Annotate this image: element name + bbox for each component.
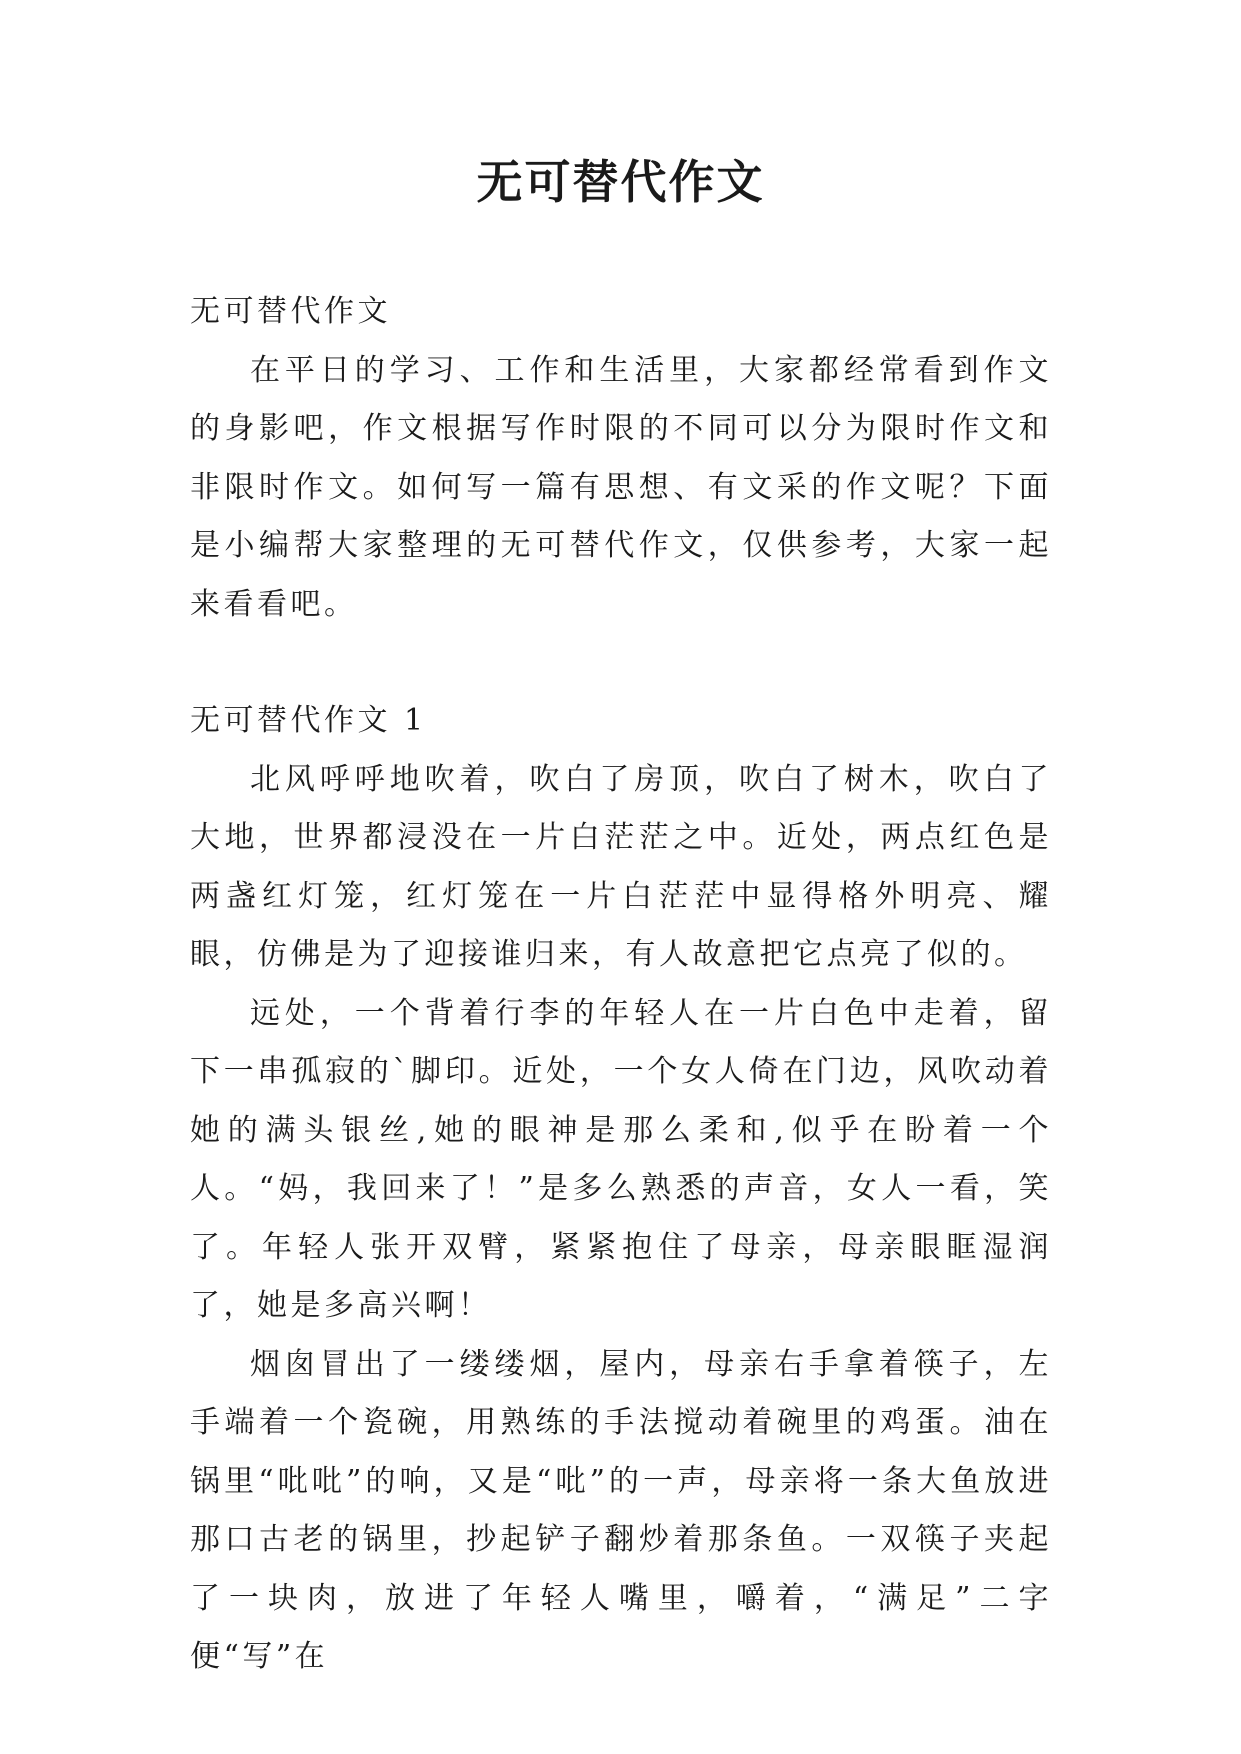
section1-paragraph-2: 远处，一个背着行李的年轻人在一片白色中走着，留下一串孤寂的`脚印。近处，一个女人倚在门边，风吹动着她的满头银丝,她的眼神是那么柔和,似乎在盼着一个人。“妈，我回来了！”是多么熟悉的声音，女人一看，笑了。年轻人张开双臂，紧紧抱住了母亲，母亲眼眶湿润了，她是多高兴啊！ xyxy=(190,995,1052,1323)
intro-heading: 无可替代作文 xyxy=(190,294,391,329)
section-spacer xyxy=(190,634,1052,692)
intro-paragraph: 在平日的学习、工作和生活里，大家都经常看到作文的身影吧，作文根据写作时限的不同可以分为限时作文和非限时作文。如何写一篇有思想、有文采的作文呢？下面是小编帮大家整理的无可替代作文，仅供参考，大家一起来看看吧。 xyxy=(190,352,1052,622)
section1-paragraph-1: 北风呼呼地吹着，吹白了房顶，吹白了树木，吹白了大地，世界都浸没在一片白茫茫之中。近处，两点红色是两盏红灯笼，红灯笼在一片白茫茫中显得格外明亮、耀眼，仿佛是为了迎接谁归来，有人故意把它点亮了似的。 xyxy=(190,761,1052,972)
section1-heading: 无可替代作文 1 xyxy=(190,703,427,738)
section1-paragraph-3: 烟囱冒出了一缕缕烟，屋内，母亲右手拿着筷子，左手端着一个瓷碗，用熟练的手法搅动着碗里的鸡蛋。油在锅里“吡吡”的响，又是“吡”的一声，母亲将一条大鱼放进那口古老的锅里，抄起铲子翻炒着那条鱼。一双筷子夹起了一块肉，放进了年轻人嘴里，嚼着，“满足”二字便“写”在 xyxy=(190,1346,1052,1674)
document-body xyxy=(190,283,1052,1687)
document-title: 无可替代作文 xyxy=(476,155,765,209)
